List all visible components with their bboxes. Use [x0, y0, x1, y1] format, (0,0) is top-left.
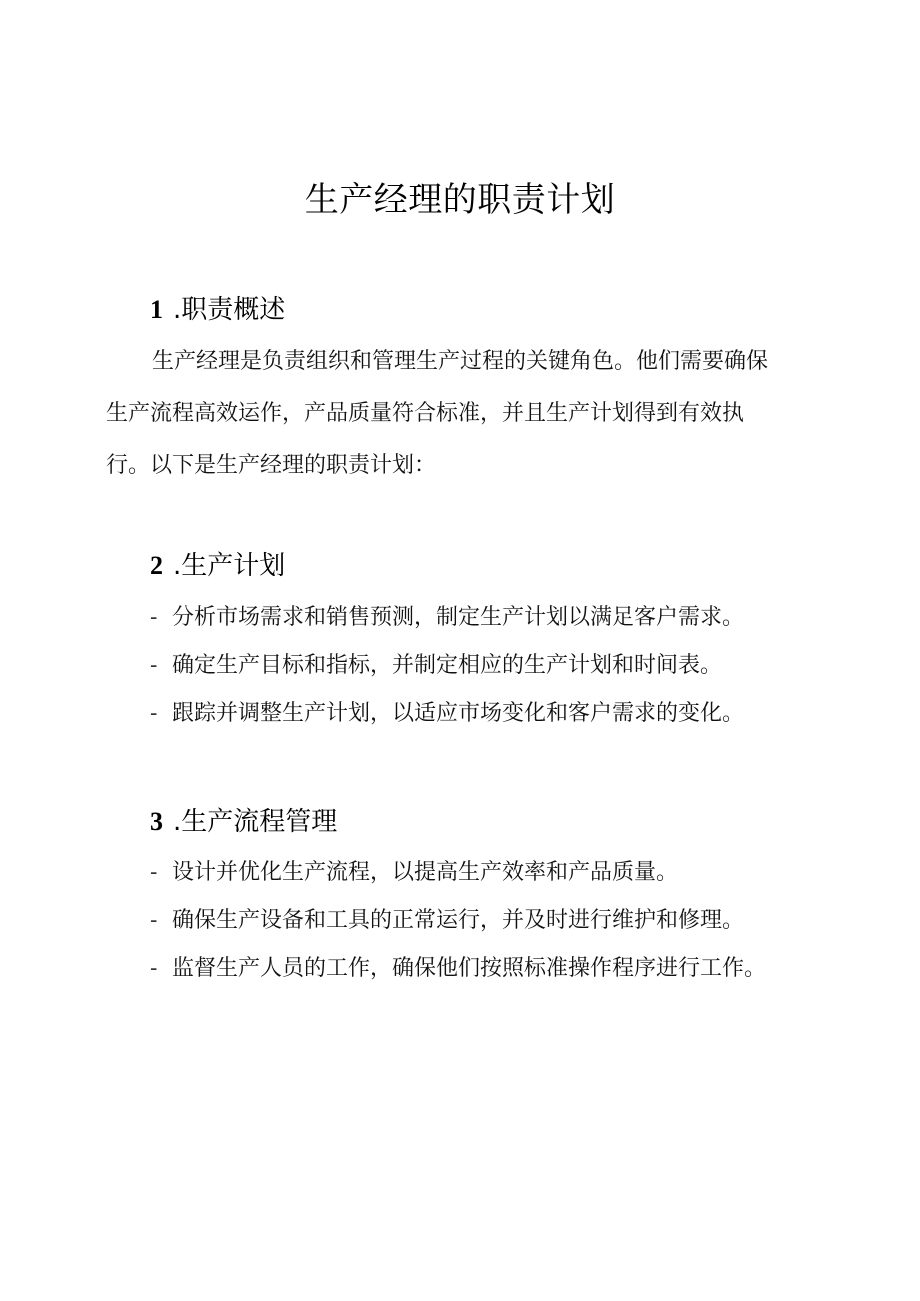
section-title: .职责概述 — [173, 295, 286, 325]
dash-bullet: - — [150, 701, 158, 726]
list-item-text: 跟踪并调整生产计划，以适应市场变化和客户需求的变化。 — [172, 701, 745, 726]
paragraph-line: 行。以下是生产经理的职责计划： — [106, 453, 437, 478]
section-title: .生产流程管理 — [173, 807, 338, 837]
list-item — [150, 945, 766, 993]
document-title: 生产经理的职责计划 — [304, 180, 616, 220]
list-item-text: 确保生产设备和工具的正常运行，并及时进行维护和修理。 — [172, 908, 745, 933]
section-heading-process-management — [150, 802, 337, 842]
production-plan-list — [150, 594, 744, 738]
list-item — [150, 594, 744, 642]
dash-bullet: - — [150, 908, 158, 933]
dash-bullet: - — [150, 860, 158, 885]
paragraph-line: 生产流程高效运作，产品质量符合标准，并且生产计划得到有效执 — [106, 401, 745, 426]
section-number: 2 — [150, 551, 163, 580]
list-item — [150, 897, 766, 945]
list-item-text: 设计并优化生产流程，以提高生产效率和产品质量。 — [172, 860, 679, 885]
overview-paragraph — [106, 336, 806, 492]
dash-bullet: - — [150, 956, 158, 981]
dash-bullet: - — [150, 605, 158, 630]
section-number: 3 — [150, 807, 163, 836]
list-item-text: 分析市场需求和销售预测，制定生产计划以满足客户需求。 — [172, 605, 745, 630]
list-item — [150, 690, 744, 738]
section-title: .生产计划 — [173, 551, 286, 581]
section-heading-production-plan — [150, 546, 285, 586]
paragraph-line: 生产经理是负责组织和管理生产过程的关键角色。他们需要确保 — [152, 349, 769, 374]
list-item — [150, 849, 766, 897]
process-management-list — [150, 849, 766, 993]
section-number: 1 — [150, 295, 163, 324]
list-item-text: 确定生产目标和指标，并制定相应的生产计划和时间表。 — [172, 653, 723, 678]
list-item-text: 监督生产人员的工作，确保他们按照标准操作程序进行工作。 — [172, 956, 767, 981]
section-heading-overview — [150, 290, 285, 330]
dash-bullet: - — [150, 653, 158, 678]
list-item — [150, 642, 744, 690]
